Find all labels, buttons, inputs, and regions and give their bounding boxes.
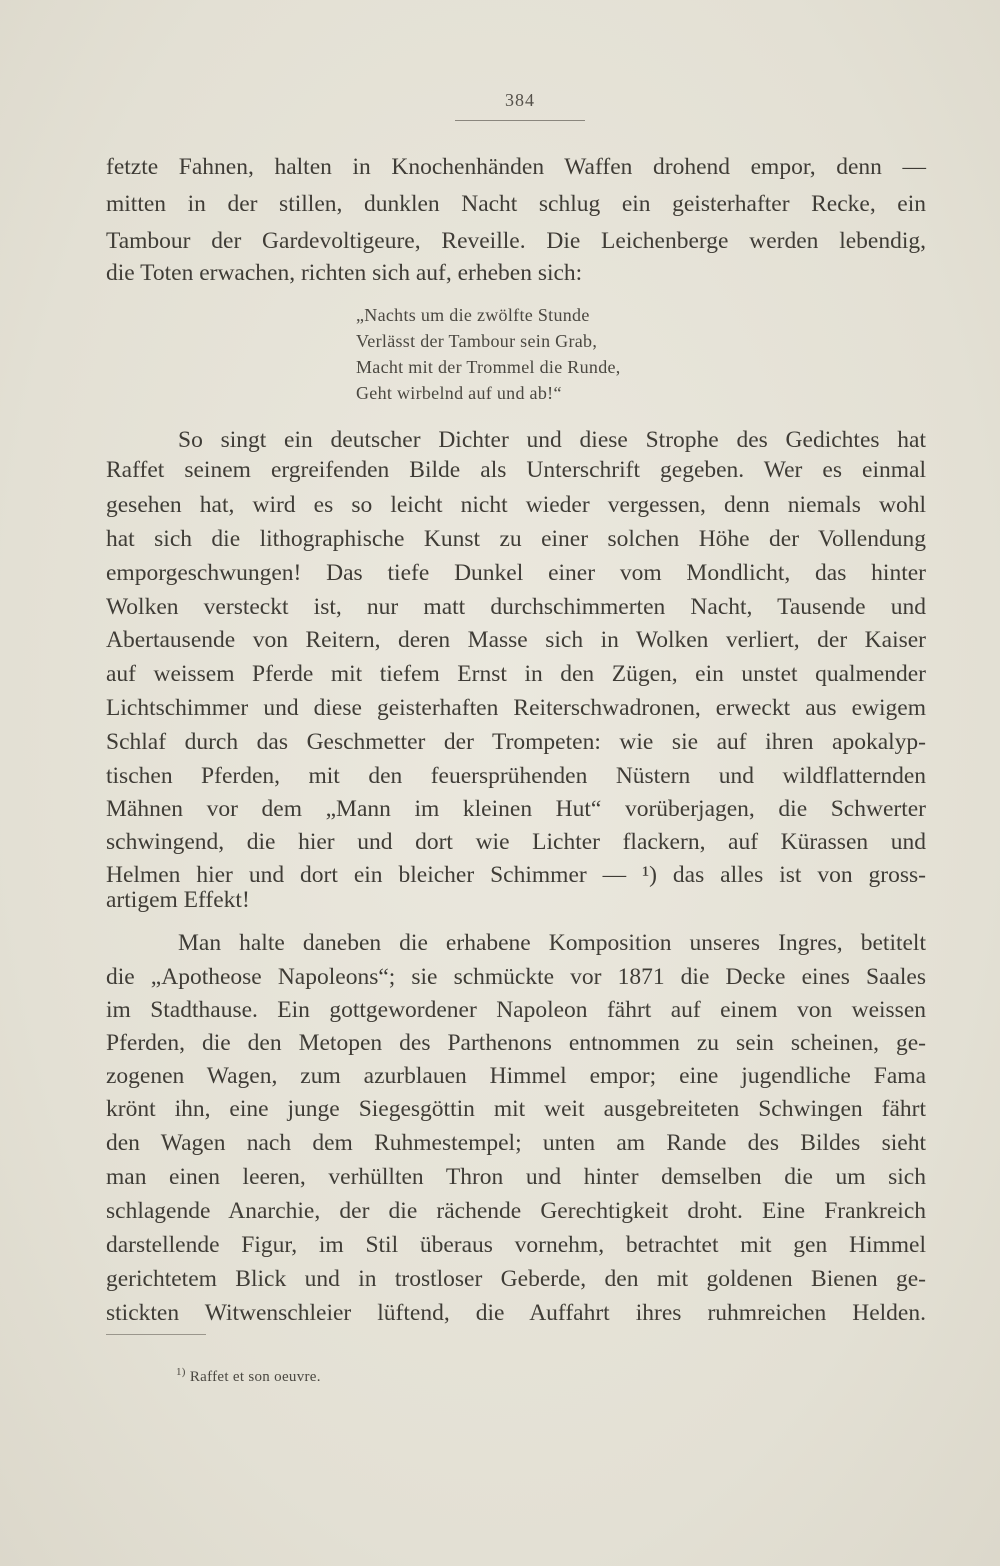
paragraph-line: gerichtetem Blick und in trostloser Geberde, den mit goldenen Bienen ge-	[106, 1266, 926, 1292]
paragraph-line: schwingend, die hier und dort wie Lichter flackern, auf Kürassen und	[106, 829, 926, 855]
paragraph-line: Helmen hier und dort ein bleicher Schimmer — ¹) das alles ist von gross-	[106, 862, 926, 888]
paragraph-line: krönt ihn, eine junge Siegesgöttin mit weit ausgebreiteten Schwingen fährt	[106, 1096, 926, 1122]
paragraph-line: stickten Witwenschleier lüftend, die Auffahrt ihres ruhmreichen Helden.	[106, 1300, 926, 1326]
paragraph-line: den Wagen nach dem Ruhmestempel; unten am Rande des Bildes sieht	[106, 1130, 926, 1156]
verse-line: Verlässt der Tambour sein Grab,	[356, 331, 598, 351]
paragraph-line: Pferden, die den Metopen des Parthenons entnommen zu sein scheinen, ge-	[106, 1030, 926, 1056]
footnote-rule	[106, 1334, 206, 1335]
footnote	[176, 1362, 321, 1387]
paragraph-line: artigem Effekt!	[106, 887, 250, 913]
paragraph-line: im Stadthause. Ein gottgewordener Napoleon fährt auf einem von weissen	[106, 997, 926, 1023]
verse-line: Geht wirbelnd auf und ab!“	[356, 383, 562, 403]
paragraph-line: schlagende Anarchie, der die rächende Gerechtigkeit droht. Eine Frankreich	[106, 1198, 926, 1224]
paragraph-line: mitten in der stillen, dunklen Nacht schlug ein geisterhafter Recke, ein	[106, 191, 926, 217]
paragraph-line: zogenen Wagen, zum azurblauen Himmel empor; eine jugendliche Fama	[106, 1063, 926, 1089]
footnote-text: Raffet et son oeuvre.	[189, 1369, 321, 1385]
paragraph-line: Schlaf durch das Geschmetter der Trompeten: wie sie auf ihren apokalyp-	[106, 729, 926, 755]
paragraph-line: tischen Pferden, mit den feuersprühenden Nüstern und wildflatternden	[106, 763, 926, 789]
verse-line: Macht mit der Trommel die Runde,	[356, 357, 621, 377]
page-number: 384	[505, 90, 535, 110]
page-number-rule	[455, 120, 585, 121]
paragraph-line: hat sich die lithographische Kunst zu einer solchen Höhe der Vollendung	[106, 526, 926, 552]
footnote-marker: 1)	[176, 1366, 186, 1378]
paragraph-line: die „Apotheose Napoleons“; sie schmückte vor 1871 die Decke eines Saales	[106, 964, 926, 990]
paragraph-line: Mähnen vor dem „Mann im kleinen Hut“ vorüberjagen, die Schwerter	[106, 796, 926, 822]
paragraph-line: emporgeschwungen! Das tiefe Dunkel einer vom Mondlicht, das hinter	[106, 560, 926, 586]
paragraph-line: Raffet seinem ergreifenden Bilde als Unterschrift gegeben. Wer es einmal	[106, 457, 926, 483]
paragraph-line: man einen leeren, verhüllten Thron und hinter demselben die um sich	[106, 1164, 926, 1190]
verse-line: „Nachts um die zwölfte Stunde	[356, 305, 590, 325]
paragraph-line: die Toten erwachen, richten sich auf, erheben sich:	[106, 260, 583, 286]
paragraph-line: auf weissem Pferde mit tiefem Ernst in den Zügen, ein unstet qualmender	[106, 661, 926, 687]
paragraph-line: fetzte Fahnen, halten in Knochenhänden Waffen drohend empor, denn —	[106, 154, 926, 180]
paragraph-line: Lichtschimmer und diese geisterhaften Reiterschwadronen, erweckt aus ewigem	[106, 695, 926, 721]
paragraph-line: Tambour der Gardevoltigeure, Reveille. Die Leichenberge werden lebendig,	[106, 228, 926, 254]
paragraph-line: Wolken versteckt ist, nur matt durchschimmerten Nacht, Tausende und	[106, 594, 926, 620]
paragraph-line: darstellende Figur, im Stil überaus vornehm, betrachtet mit gen Himmel	[106, 1232, 926, 1258]
paragraph-line: So singt ein deutscher Dichter und diese Strophe des Gedichtes hat	[178, 427, 926, 453]
paragraph-line: Abertausende von Reitern, deren Masse sich in Wolken verliert, der Kaiser	[106, 627, 926, 653]
paragraph-line: Man halte daneben die erhabene Komposition unseres Ingres, betitelt	[178, 930, 926, 956]
paragraph-line: gesehen hat, wird es so leicht nicht wieder vergessen, denn niemals wohl	[106, 492, 926, 518]
